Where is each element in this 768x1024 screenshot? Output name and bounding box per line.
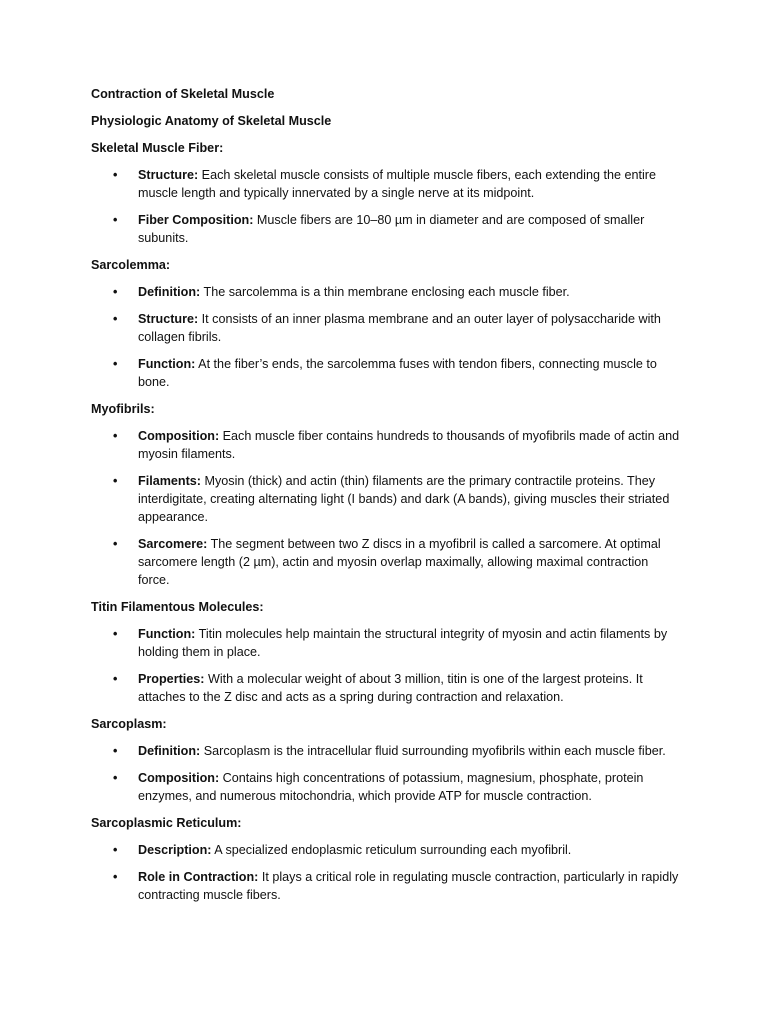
list-item	[91, 211, 680, 247]
term-label: Composition:	[138, 771, 220, 785]
bullet-icon: •	[113, 744, 118, 758]
item-text: Titin molecules help maintain the structural integrity of myosin and actin filaments by holding them in place.	[138, 627, 668, 659]
bullet-icon: •	[113, 870, 118, 884]
term-label: Definition:	[138, 744, 201, 758]
list-item	[91, 472, 680, 526]
bullet-icon: •	[113, 312, 118, 326]
term-label: Structure:	[138, 312, 199, 326]
item-text: It consists of an inner plasma membrane and an outer layer of polysaccharide with collagen fibrils.	[138, 312, 661, 344]
item-text: A specialized endoplasmic reticulum surrounding each myofibril.	[211, 843, 572, 857]
bullet-list-sarcoplasmic-reticulum	[91, 841, 680, 904]
item-text: Each skeletal muscle consists of multiple muscle fibers, each extending the entire muscle length and typically innervated by a single nerve at its midpoint.	[138, 168, 656, 200]
bullet-icon: •	[113, 843, 118, 857]
list-item	[91, 841, 680, 859]
term-label: Properties:	[138, 672, 205, 686]
term-label: Structure:	[138, 168, 199, 182]
term-label: Function:	[138, 357, 196, 371]
bullet-icon: •	[113, 429, 118, 443]
document-subtitle: Physiologic Anatomy of Skeletal Muscle	[91, 114, 332, 128]
list-item	[91, 625, 680, 661]
item-text: It plays a critical role in regulating muscle contraction, particularly in rapidly contracting muscle fibers.	[138, 870, 679, 902]
list-item	[91, 355, 680, 391]
item-text: The segment between two Z discs in a myofibril is called a sarcomere. At optimal sarcomere length (2 µm), actin and myosin overlap maximally, allowing maximal contraction force.	[138, 537, 661, 587]
item-text: Contains high concentrations of potassium, magnesium, phosphate, protein enzymes, and numerous mitochondria, which provide ATP for muscle contraction.	[138, 771, 644, 803]
bullet-list-titin	[91, 625, 680, 706]
bullet-list-sarcoplasm	[91, 742, 680, 805]
list-item	[91, 670, 680, 706]
list-item	[91, 166, 680, 202]
section-heading-myofibrils: Myofibrils:	[91, 402, 155, 416]
section-heading-titin: Titin Filamentous Molecules:	[91, 600, 264, 614]
bullet-icon: •	[113, 357, 118, 371]
item-text: Myosin (thick) and actin (thin) filaments are the primary contractile proteins. They interdigitate, creating alternating light (I bands) and dark (A bands), giving muscles their striated appearance.	[138, 474, 670, 524]
list-item	[91, 742, 680, 760]
section-heading-sarcoplasmic-reticulum: Sarcoplasmic Reticulum:	[91, 816, 242, 830]
section-heading-sarcolemma: Sarcolemma:	[91, 258, 171, 272]
document-title: Contraction of Skeletal Muscle	[91, 87, 275, 101]
list-item	[91, 427, 680, 463]
bullet-icon: •	[113, 627, 118, 641]
term-label: Composition:	[138, 429, 220, 443]
list-item	[91, 769, 680, 805]
item-text: Each muscle fiber contains hundreds to thousands of myofibrils made of actin and myosin filaments.	[138, 429, 680, 461]
term-label: Role in Contraction:	[138, 870, 259, 884]
list-item	[91, 535, 680, 589]
list-item	[91, 868, 680, 904]
term-label: Definition:	[138, 285, 201, 299]
term-label: Description:	[138, 843, 212, 857]
term-label: Filaments:	[138, 474, 201, 488]
item-text: The sarcolemma is a thin membrane enclosing each muscle fiber.	[200, 285, 570, 299]
term-label: Function:	[138, 627, 196, 641]
term-label: Sarcomere:	[138, 537, 208, 551]
bullet-icon: •	[113, 537, 118, 551]
bullet-icon: •	[113, 771, 118, 785]
bullet-list-sarcolemma	[91, 283, 680, 391]
list-item	[91, 310, 680, 346]
section-heading-sarcoplasm: Sarcoplasm:	[91, 717, 167, 731]
bullet-icon: •	[113, 168, 118, 182]
bullet-list-skeletal-muscle-fiber	[91, 166, 680, 247]
bullet-icon: •	[113, 285, 118, 299]
item-text: Sarcoplasm is the intracellular fluid surrounding myofibrils within each muscle fiber.	[200, 744, 666, 758]
bullet-icon: •	[113, 672, 118, 686]
term-label: Fiber Composition:	[138, 213, 254, 227]
bullet-icon: •	[113, 213, 118, 227]
bullet-list-myofibrils	[91, 427, 680, 589]
item-text: With a molecular weight of about 3 million, titin is one of the largest proteins. It attaches to the Z disc and acts as a spring during contraction and relaxation.	[138, 672, 643, 704]
bullet-icon: •	[113, 474, 118, 488]
list-item	[91, 283, 680, 301]
item-text: Muscle fibers are 10–80 µm in diameter and are composed of smaller subunits.	[138, 213, 645, 245]
section-heading-skeletal-muscle-fiber: Skeletal Muscle Fiber:	[91, 141, 224, 155]
item-text: At the fiber’s ends, the sarcolemma fuses with tendon fibers, connecting muscle to bone.	[138, 357, 657, 389]
